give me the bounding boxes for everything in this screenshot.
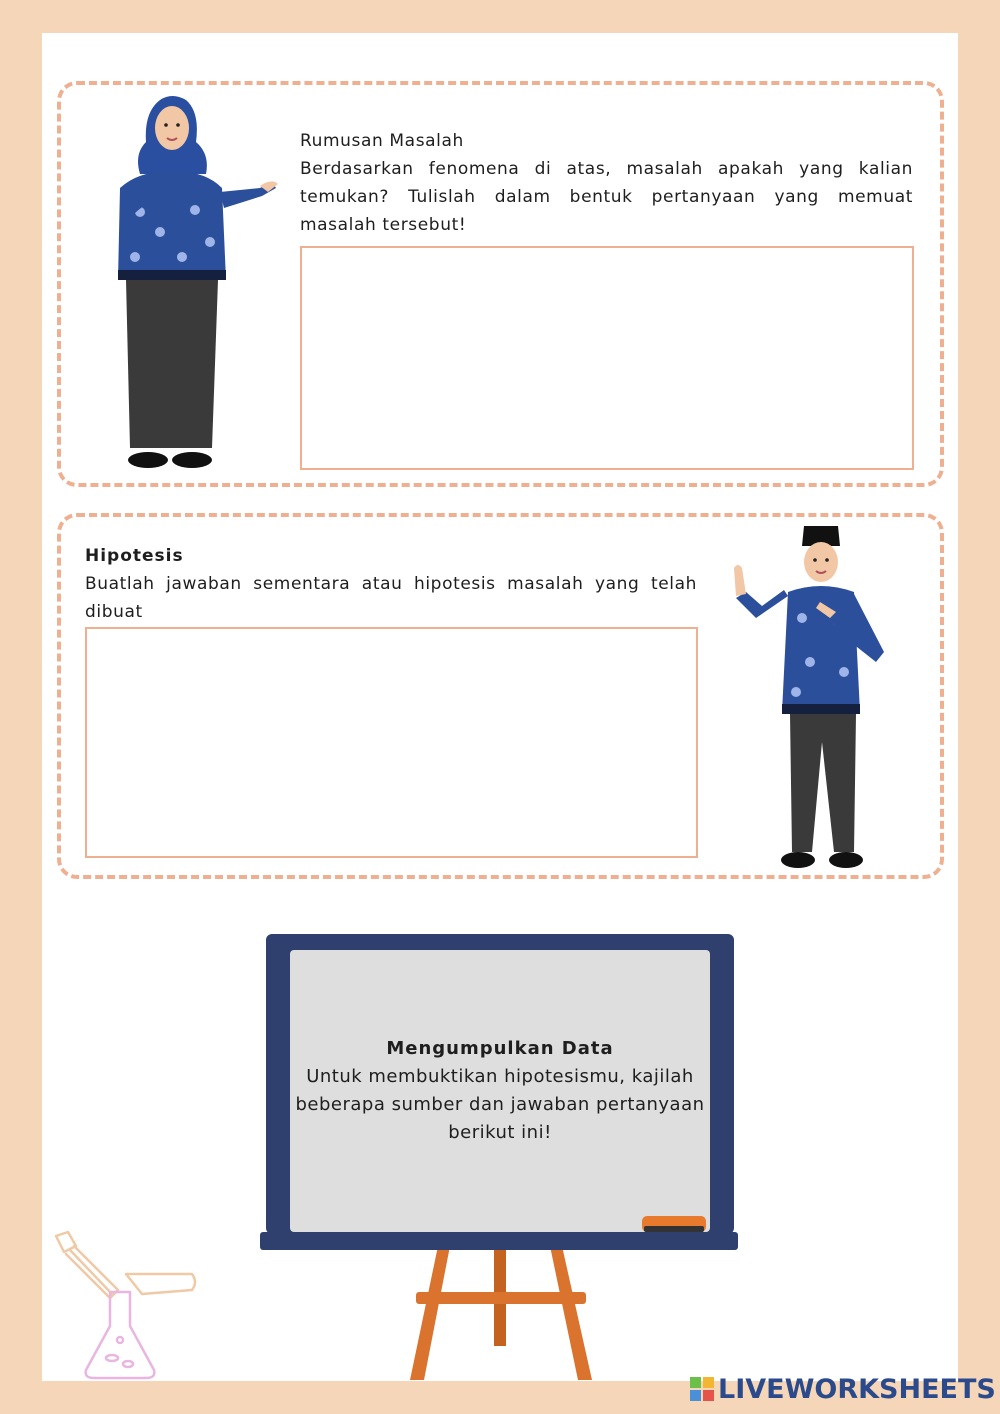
teacher-woman-icon bbox=[100, 92, 280, 474]
brand-footer bbox=[690, 1372, 996, 1406]
whiteboard-easel-icon bbox=[260, 934, 740, 1380]
brand-name: LIVEWORKSHEETS bbox=[718, 1373, 996, 1405]
problem-heading: Rumusan Masalah bbox=[300, 131, 464, 151]
hypothesis-answer-input[interactable] bbox=[85, 627, 698, 858]
problem-instructions: Berdasarkan fenomena di atas, masalah apakah yang kalian temukan? Tulislah dalam bentuk pertanyaan yang memuat masalah tersebut! bbox=[300, 159, 913, 235]
liveworksheets-logo-icon bbox=[690, 1377, 714, 1401]
problem-answer-input[interactable] bbox=[300, 246, 914, 470]
lab-glassware-icon bbox=[46, 1230, 198, 1382]
hypothesis-heading: Hipotesis bbox=[85, 546, 184, 566]
teacher-man-icon bbox=[726, 522, 896, 872]
hypothesis-text-block bbox=[85, 542, 697, 626]
data-collection-heading: Mengumpulkan Data bbox=[386, 1038, 614, 1059]
data-collection-text-block bbox=[295, 1035, 705, 1147]
data-collection-instructions: Untuk membuktikan hipotesismu, kajilah beberapa sumber dan jawaban pertanyaan berikut ini! bbox=[295, 1066, 705, 1143]
problem-text-block bbox=[300, 127, 913, 239]
hypothesis-instructions: Buatlah jawaban sementara atau hipotesis masalah yang telah dibuat bbox=[85, 574, 697, 622]
